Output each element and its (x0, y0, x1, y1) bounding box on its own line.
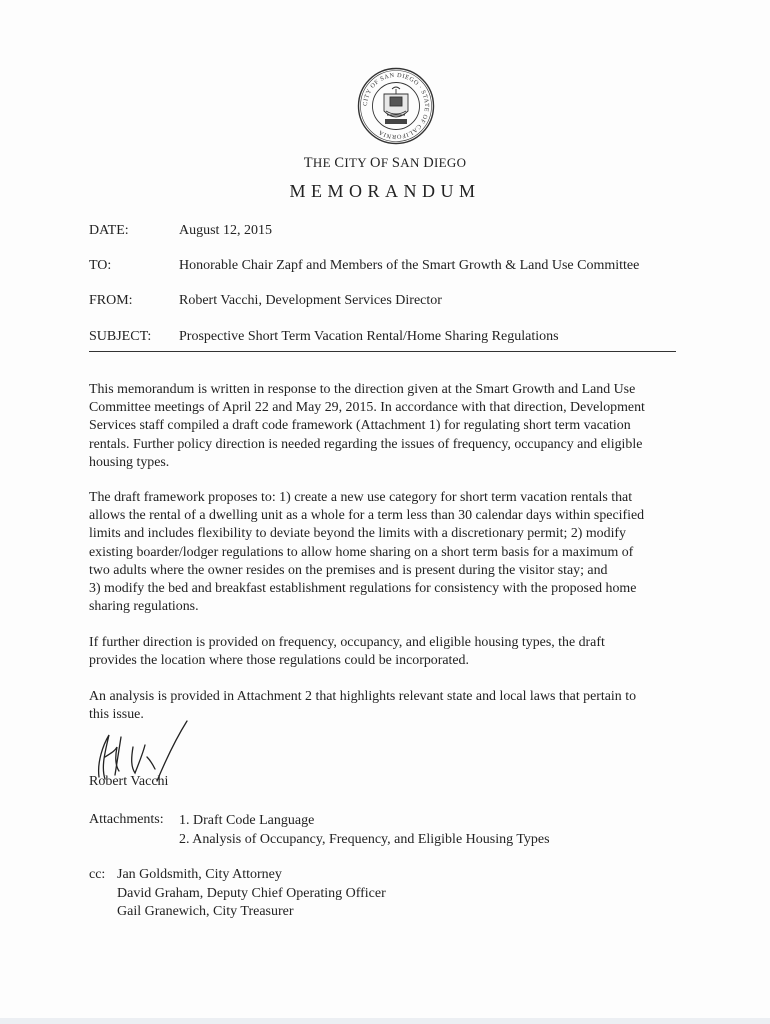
city-seal-logo (357, 67, 435, 145)
from-value: Robert Vacchi, Development Services Director (179, 293, 442, 308)
city-name-heading: THE CITY OF SAN DIEGO (303, 155, 467, 171)
attachment-item: 2. Analysis of Occupancy, Frequency, and Eligible Housing Types (179, 831, 550, 847)
signatory-name: Robert Vacchi (89, 774, 169, 789)
date-value: August 12, 2015 (179, 223, 272, 238)
cc-recipient: David Graham, Deputy Chief Operating Officer (117, 885, 386, 901)
attachments-label: Attachments: (89, 812, 164, 827)
attachments-list (179, 812, 550, 849)
svg-text:CITY OF SAN DIEGO · STATE OF C: CITY OF SAN DIEGO · STATE OF CALIFORNIA (361, 71, 431, 141)
subject-label: SUBJECT: (89, 329, 152, 344)
paragraph-3: If further direction is provided on frequency, occupancy, and eligible housing types, the draft provides the location where those regulations could be incorporated. (89, 635, 605, 669)
paragraph-1: This memorandum is written in response to the direction given at the Smart Growth and Land Use Committee meetings of April 22 and May 29, 2015. In accordance with that direction, Development Services staff compiled a draft code framework (Attachment 1) for regulating short term vacation rentals. Further policy direction is needed regarding the issues of frequency, occupancy and eligible housing types. (89, 382, 645, 470)
to-label: TO: (89, 258, 112, 273)
attachment-item: 1. Draft Code Language (179, 813, 315, 828)
cc-list (89, 866, 386, 922)
page-bottom-edge (0, 1018, 770, 1024)
seal-shield-emblem (384, 87, 408, 117)
cc-recipient: Jan Goldsmith, City Attorney (117, 867, 282, 882)
from-label: FROM: (89, 293, 133, 308)
cc-label: cc: (89, 867, 106, 882)
date-label: DATE: (89, 223, 129, 238)
cc-recipient: Gail Granewich, City Treasurer (117, 904, 294, 919)
subject-value: Prospective Short Term Vacation Rental/Home Sharing Regulations (179, 329, 559, 344)
paragraph-4: An analysis is provided in Attachment 2 that highlights relevant state and local laws that pertain to this issue. (89, 689, 637, 723)
memorandum-title: MEMORANDUM (289, 181, 481, 201)
to-value: Honorable Chair Zapf and Members of the Smart Growth & Land Use Committee (179, 258, 640, 273)
header-divider (89, 351, 676, 352)
paragraph-2: The draft framework proposes to: 1) create a new use category for short term vacation rentals that allows the rental of a dwelling unit as a whole for a term less than 30 calendar days within specified limits and includes flexibility to deviate beyond the limits with a discretionary permit; 2) modify existing boarder/lodger regulations to allow home sharing on a short term basis for a maximum of two adults where the owner resides on the premises and is present during the visitor stay; and 3) modify the bed and breakfast establishment regulations for consistency with the proposed home sharing regulations. (89, 490, 645, 615)
